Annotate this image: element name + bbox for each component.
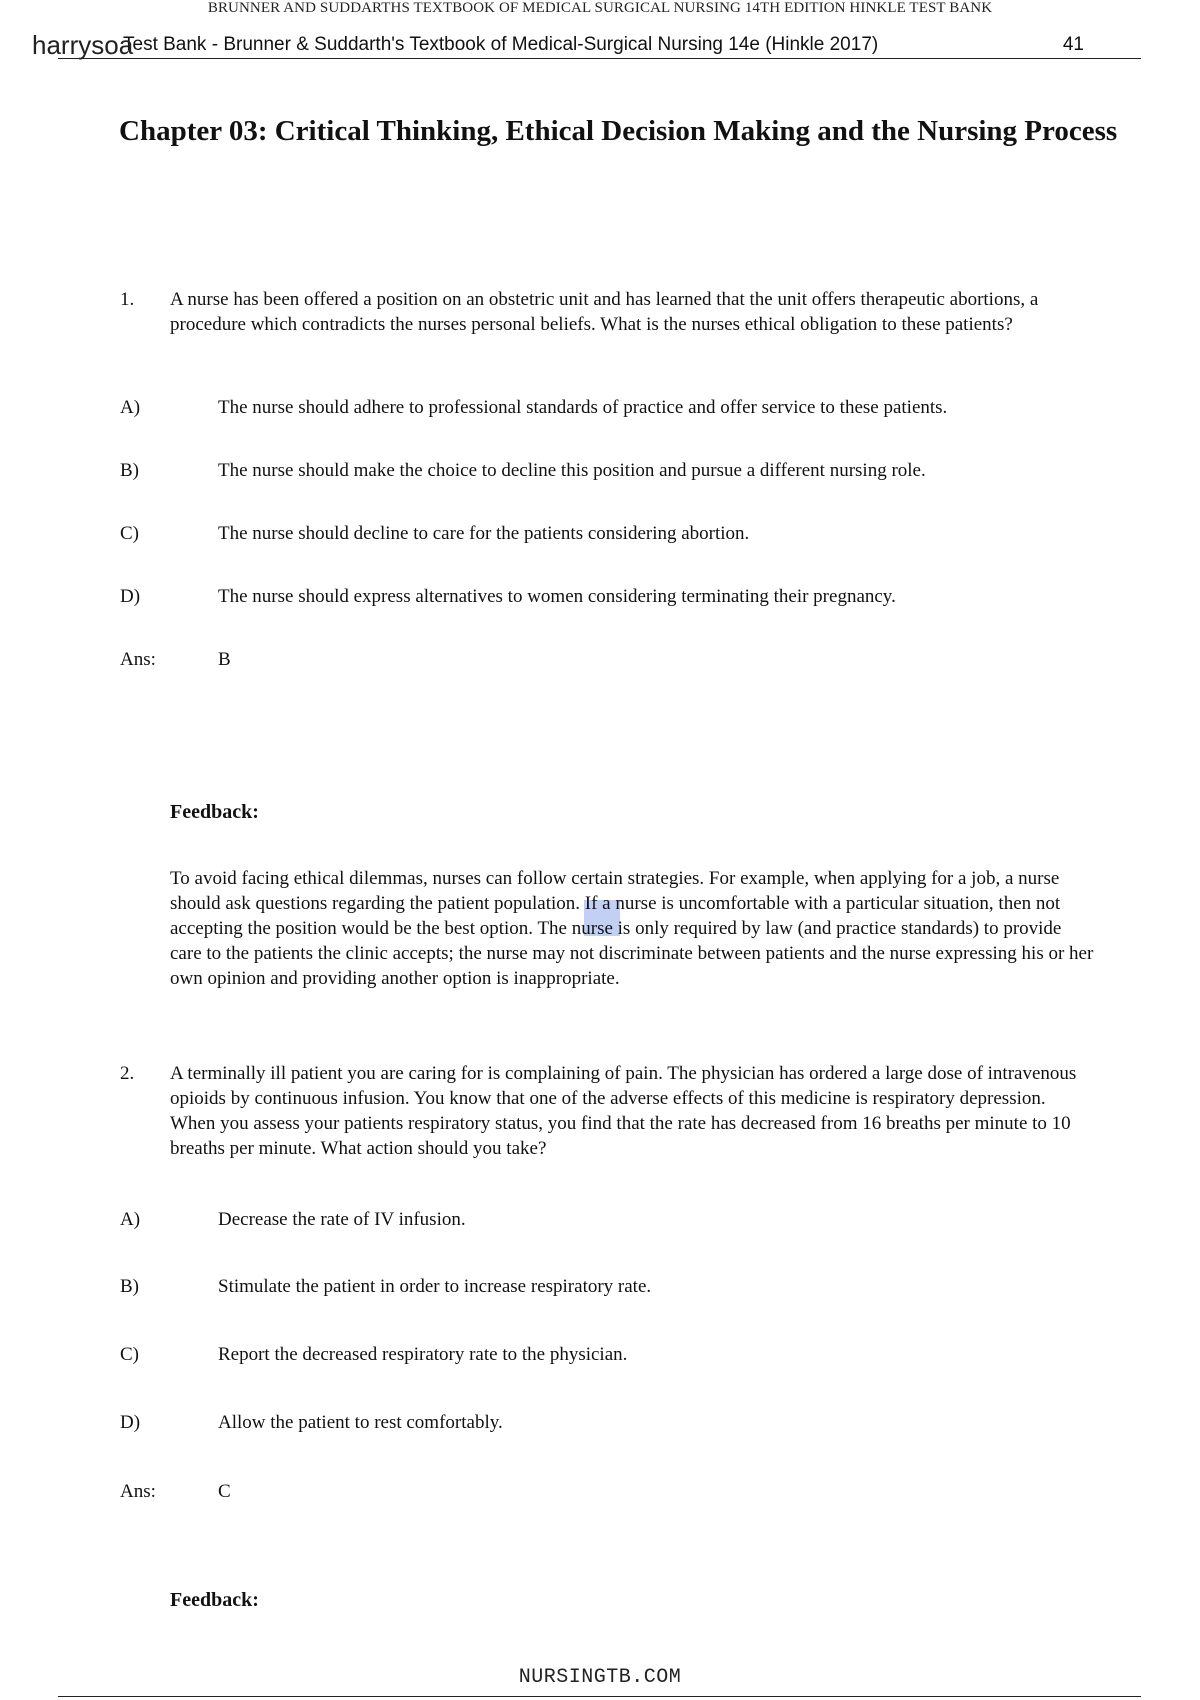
option-letter: A) [120, 397, 141, 418]
answer-value: C [218, 1481, 231, 1502]
option-letter: D) [120, 1412, 141, 1433]
option-letter: B) [120, 1276, 139, 1297]
option-text: The nurse should adhere to professional standards of practice and offer service to these patients. [218, 397, 948, 418]
answer-label: Ans: [120, 649, 156, 670]
feedback-label: Feedback: [170, 1589, 259, 1611]
answer-value: B [218, 649, 231, 670]
watermark-overlay: harrysoa [32, 30, 134, 60]
chapter-title: Chapter 03: Critical Thinking, Ethical Decision Making and the Nursing Process [119, 115, 1118, 147]
option-text: The nurse should decline to care for the patients considering abortion. [218, 523, 750, 544]
feedback-label: Feedback: [170, 801, 259, 823]
question-text: A nurse has been offered a position on an obstetric unit and has learned that the unit offers therapeutic abortions, a procedure which contradicts the nurses personal beliefs. What is the nurses ethical obligation to these patients? [170, 289, 1039, 335]
option-text: The nurse should express alternatives to women considering terminating their pregnancy. [218, 586, 896, 607]
answer-label: Ans: [120, 1481, 156, 1502]
page-number: 41 [1062, 34, 1084, 55]
feedback-text: To avoid facing ethical dilemmas, nurses can follow certain strategies. For example, when applying for a job, a nurse should ask questions regarding the patient population. If a nurse is uncomfortable with a particular situation, then not accepting the position would be the best option. The nurse is only required by law (and practice standards) to provide care to the patients the clinic accepts; the nurse may not discriminate between patients and the nurse expressing his or her own opinion and providing another option is inappropriate. [170, 868, 1094, 989]
option-letter: C) [120, 523, 139, 544]
footer-watermark: NURSINGTB.COM [518, 1666, 682, 1689]
option-text: Stimulate the patient in order to increase respiratory rate. [218, 1276, 652, 1297]
option-letter: C) [120, 1344, 139, 1365]
option-letter: D) [120, 586, 141, 607]
question-number: 2. [120, 1063, 135, 1084]
option-text: The nurse should make the choice to decline this position and pursue a different nursing role. [218, 460, 926, 481]
option-letter: B) [120, 460, 139, 481]
running-header [58, 32, 1141, 59]
option-text: Report the decreased respiratory rate to the physician. [218, 1344, 628, 1365]
question-number: 1. [120, 289, 135, 310]
header-title: Test Bank - Brunner & Suddarth's Textbook of Medical-Surgical Nursing 14e (Hinkle 2017) [123, 34, 879, 55]
option-letter: A) [120, 1209, 141, 1230]
option-text: Decrease the rate of IV infusion. [218, 1209, 466, 1230]
option-text: Allow the patient to rest comfortably. [218, 1412, 503, 1433]
top-banner: BRUNNER AND SUDDARTHS TEXTBOOK OF MEDICAL SURGICAL NURSING 14TH EDITION HINKLE TEST BANK [207, 0, 993, 16]
footer-rule [58, 1696, 1141, 1697]
question-text: A terminally ill patient you are caring for is complaining of pain. The physician has ordered a large dose of intravenous opioids by continuous infusion. You know that one of the adverse effects of this medicine is respiratory depression. When you assess your patients respiratory status, you find that the rate has decreased from 16 breaths per minute to 10 breaths per minute. What action should you take? [170, 1063, 1077, 1159]
